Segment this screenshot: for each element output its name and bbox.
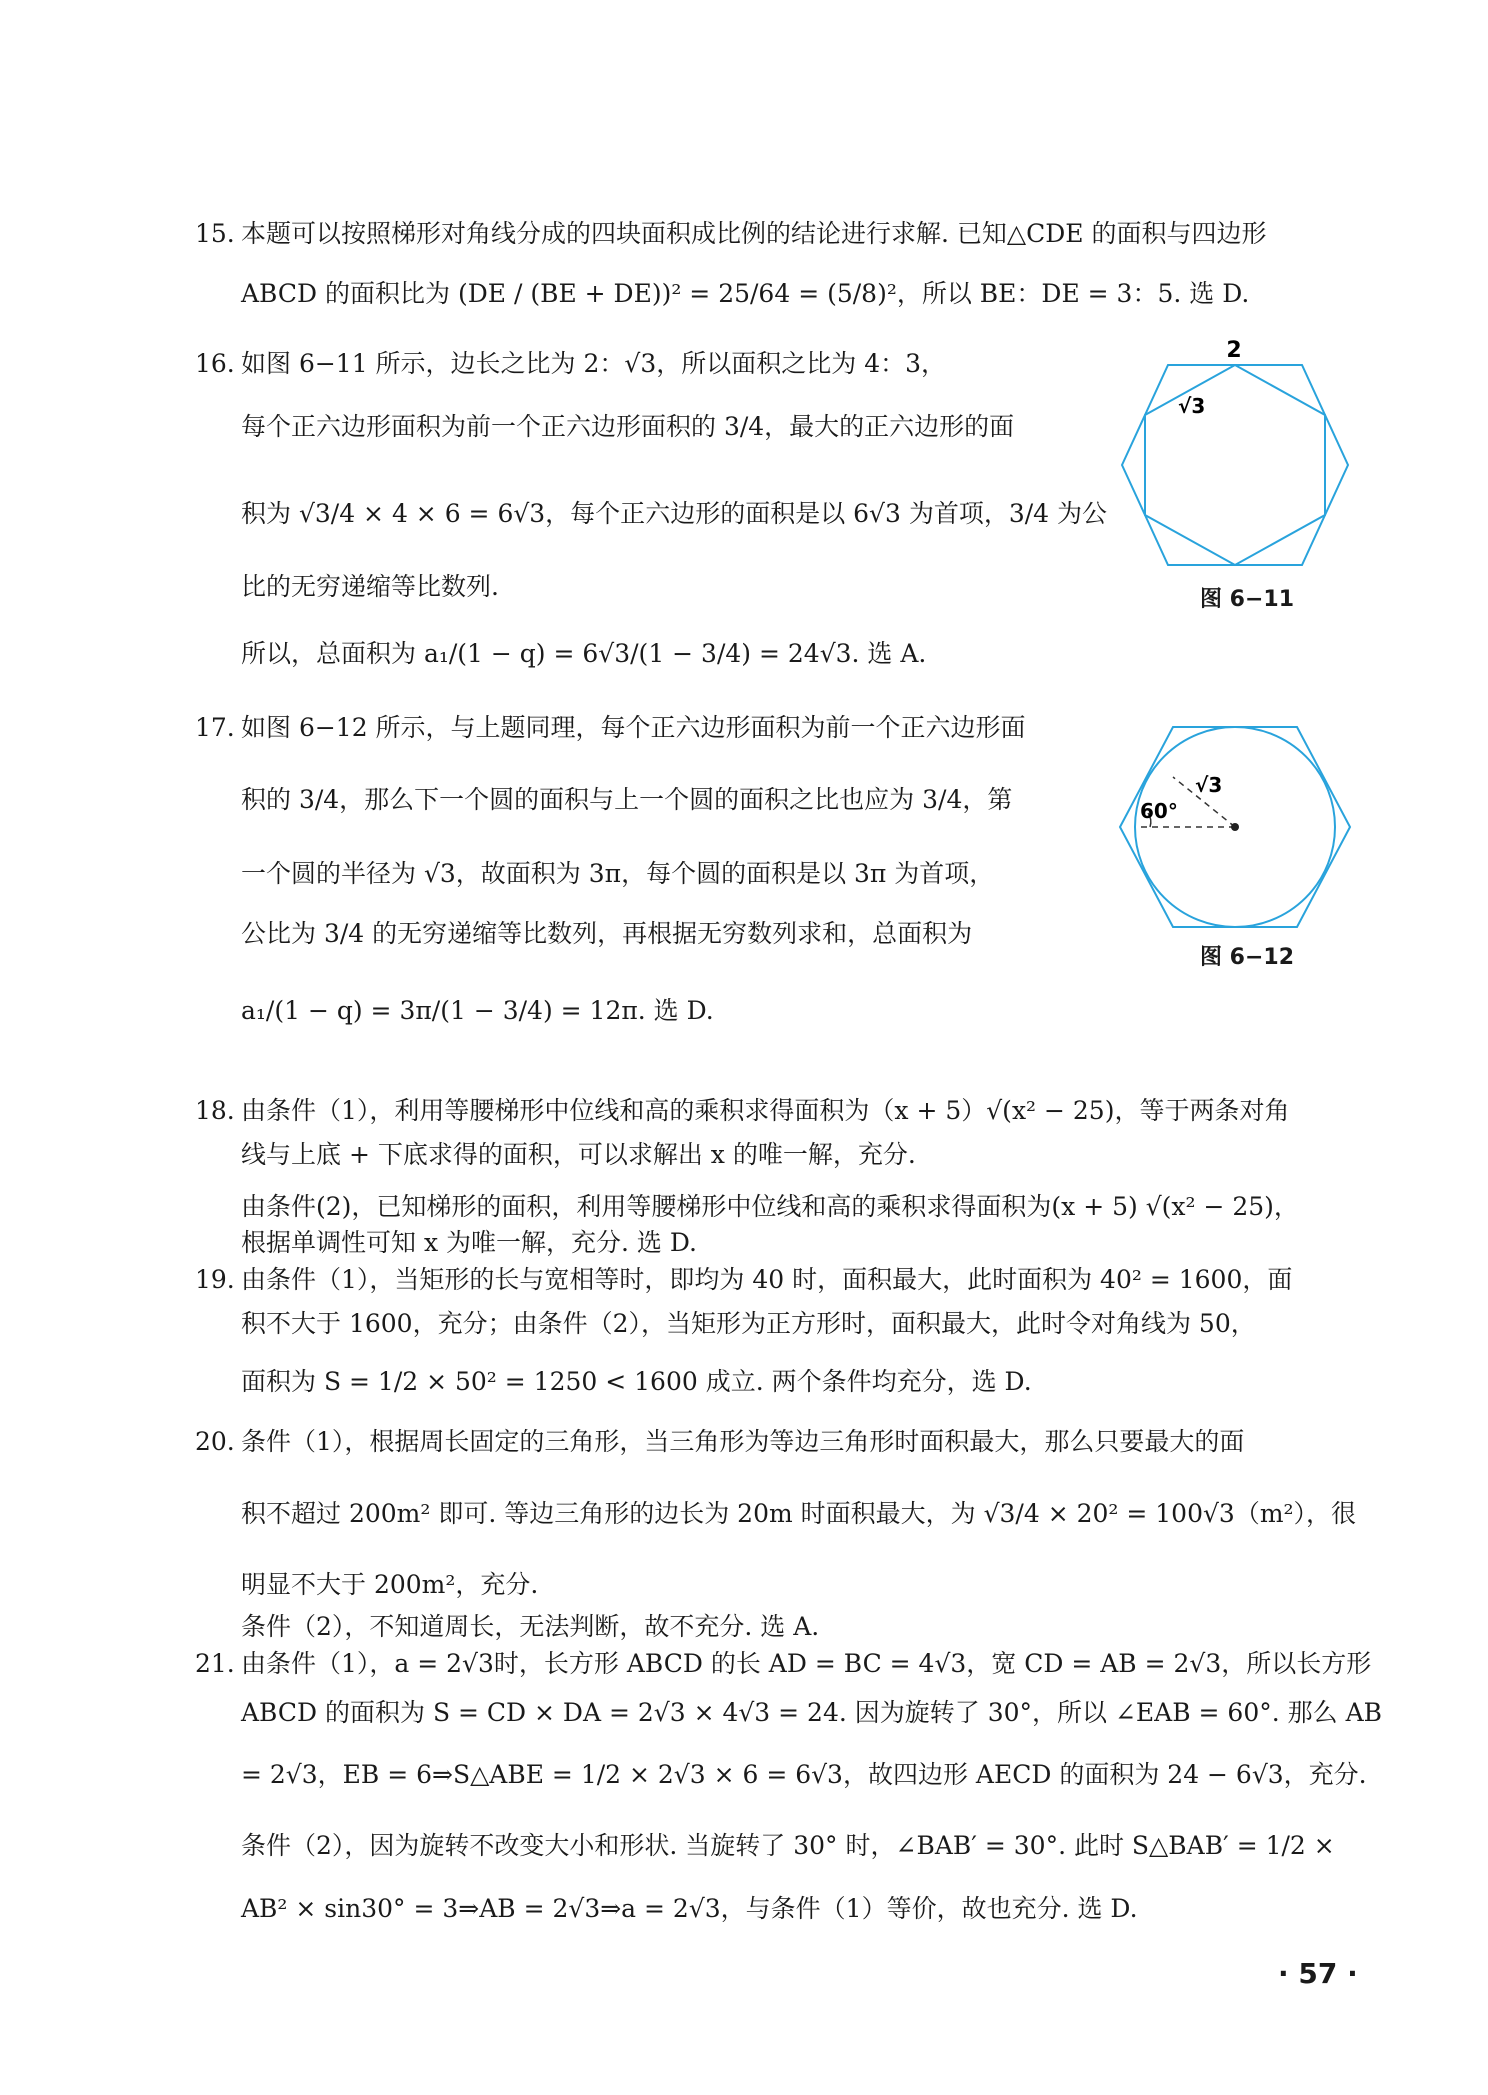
radius-label: √3: [1195, 773, 1223, 797]
problem-line: a₁/(1 − q) = 3π/(1 − 3/4) = 12π. 选 D.: [241, 996, 714, 1025]
problem-line: 如图 6−11 所示，边长之比为 2：√3，所以面积之比为 4：3，: [241, 349, 947, 378]
problem-line: 比的无穷递缩等比数列.: [241, 572, 499, 601]
problem-line: 每个正六边形面积为前一个正六边形面积的 3/4，最大的正六边形的面: [241, 412, 1015, 441]
problem-number: 20.: [195, 1427, 235, 1456]
problem-line: 条件（2），因为旋转不改变大小和形状. 当旋转了 30° 时，∠BAB′ = 30°. 此时 S△BAB′ = 1/2 ×: [241, 1831, 1335, 1860]
page-number: · 57 ·: [1278, 1957, 1358, 1990]
problem-line: 一个圆的半径为 √3，故面积为 3π，每个圆的面积是以 3π 为首项，: [241, 859, 995, 888]
problem-line: 线与上底 + 下底求得的面积，可以求解出 x 的唯一解，充分.: [241, 1140, 916, 1169]
problem-line: 根据单调性可知 x 为唯一解，充分. 选 D.: [241, 1228, 697, 1257]
problem-number: 16.: [195, 349, 235, 378]
problem-line: 由条件（1），a = 2√3时，长方形 ABCD 的长 AD = BC = 4√3，宽 CD = AB = 2√3，所以长方形: [241, 1649, 1372, 1678]
side-label: 2: [1226, 340, 1242, 363]
inner-side-label: √3: [1178, 394, 1206, 418]
problem-line: 由条件（1），当矩形的长与宽相等时，即均为 40 时，面积最大，此时面积为 40² = 1600，面: [241, 1265, 1293, 1294]
problem-line: 公比为 3/4 的无穷递缩等比数列，再根据无穷数列求和，总面积为: [241, 919, 973, 948]
problem-number: 19.: [195, 1265, 235, 1294]
figure-caption: 图 6−12: [1200, 945, 1295, 970]
problem-line: 积的 3/4，那么下一个圆的面积与上一个圆的面积之比也应为 3/4，第: [241, 785, 1013, 814]
problem-line: 所以，总面积为 a₁/(1 − q) = 6√3/(1 − 3/4) = 24√3. 选 A.: [241, 639, 927, 668]
problem-number: 17.: [195, 713, 235, 742]
angle-label: 60°: [1140, 799, 1178, 823]
problem-line: ABCD 的面积为 S = CD × DA = 2√3 × 4√3 = 24. 因为旋转了 30°，所以 ∠EAB = 60°. 那么 AB: [241, 1698, 1382, 1727]
problem-line: 条件（2），不知道周长，无法判断，故不充分. 选 A.: [241, 1612, 820, 1641]
problem-line: ABCD 的面积比为 (DE / (BE + DE))² = 25/64 = (5/8)²，所以 BE：DE = 3：5. 选 D.: [241, 279, 1250, 308]
center-point: [1231, 823, 1239, 831]
problem-line: 本题可以按照梯形对角线分成的四块面积成比例的结论进行求解. 已知△CDE 的面积与四边形: [241, 219, 1267, 248]
outer-hexagon: [1122, 365, 1348, 565]
figure-caption: 图 6−11: [1200, 587, 1295, 612]
problem-line: AB² × sin30° = 3⇒AB = 2√3⇒a = 2√3，与条件（1）等价，故也充分. 选 D.: [241, 1894, 1138, 1923]
problem-line: 由条件(2)，已知梯形的面积，利用等腰梯形中位线和高的乘积求得面积为(x + 5) √(x² − 25)，: [241, 1192, 1299, 1221]
problem-number: 15.: [195, 219, 235, 248]
problem-line: 如图 6−12 所示，与上题同理，每个正六边形面积为前一个正六边形面: [241, 713, 1026, 742]
problem-line: 面积为 S = 1/2 × 50² = 1250 < 1600 成立. 两个条件均充分，选 D.: [241, 1367, 1032, 1396]
problem-number: 18.: [195, 1096, 235, 1125]
problem-number: 21.: [195, 1649, 235, 1678]
problem-line: 积不超过 200m² 即可. 等边三角形的边长为 20m 时面积最大，为 √3/4 × 20² = 100√3（m²），很: [241, 1499, 1357, 1528]
problem-line: 由条件（1），利用等腰梯形中位线和高的乘积求得面积为（x + 5）√(x² − 25)，等于两条对角: [241, 1096, 1290, 1125]
inner-hexagon: [1145, 365, 1325, 565]
figure-6-12: [1110, 715, 1360, 940]
problem-line: 条件（1），根据周长固定的三角形，当三角形为等边三角形时面积最大，那么只要最大的面: [241, 1427, 1245, 1456]
problem-line: = 2√3，EB = 6⇒S△ABE = 1/2 × 2√3 × 6 = 6√3，故四边形 AECD 的面积为 24 − 6√3，充分.: [241, 1760, 1367, 1789]
problem-line: 积不大于 1600，充分；由条件（2），当矩形为正方形时，面积最大，此时令对角线为 50，: [241, 1309, 1256, 1338]
problem-line: 积为 √3/4 × 4 × 6 = 6√3，每个正六边形的面积是以 6√3 为首项，3/4 为公: [241, 499, 1108, 528]
figure-6-11: [1110, 340, 1360, 590]
problem-line: 明显不大于 200m²，充分.: [241, 1570, 539, 1599]
